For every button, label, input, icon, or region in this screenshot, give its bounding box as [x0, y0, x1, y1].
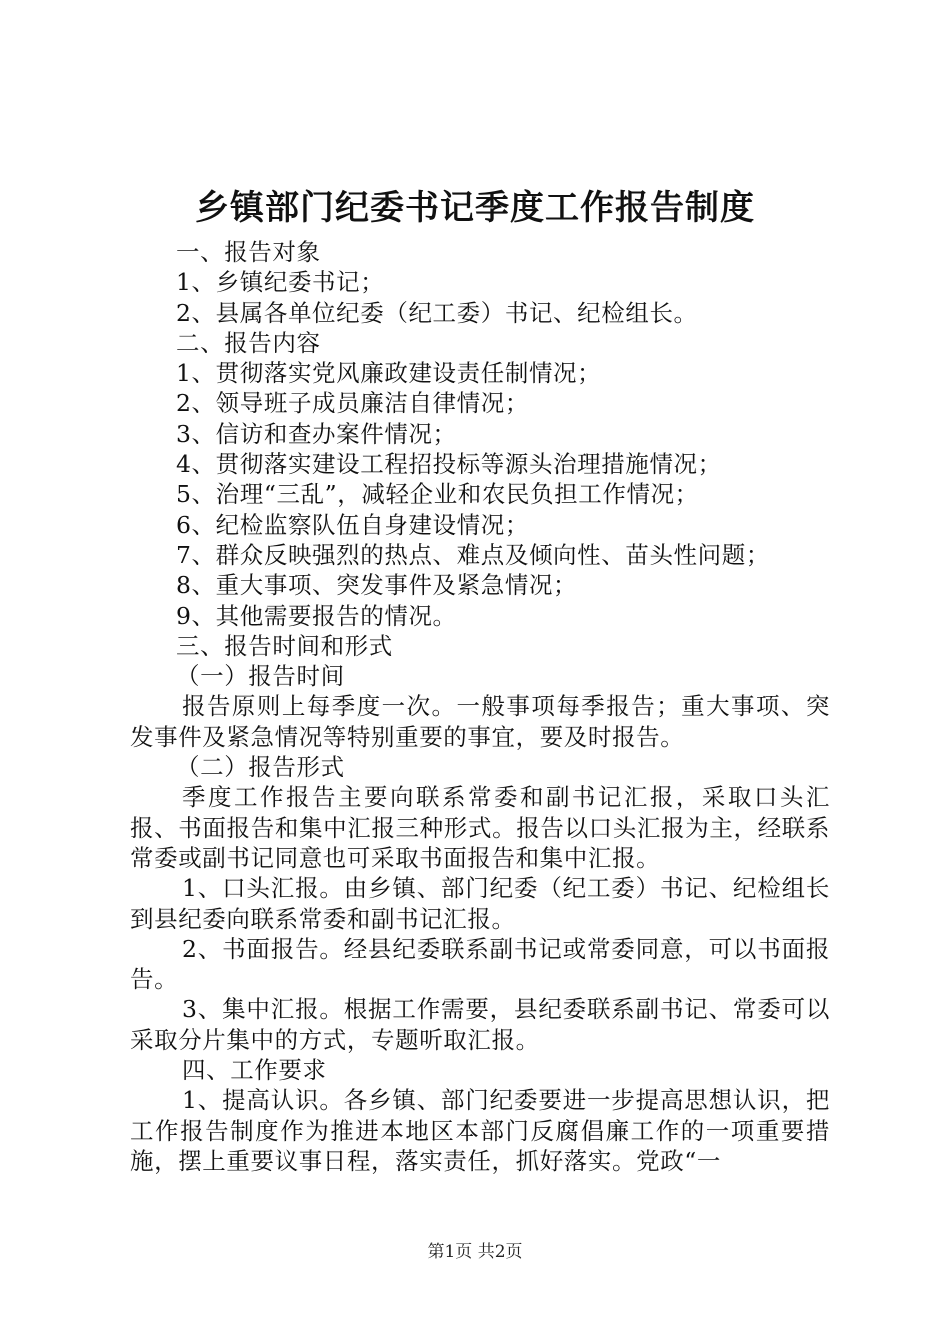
- paragraph-oral-report: 1、口头汇报。由乡镇、部门纪委（纪工委）书记、纪检组长到县纪委向联系常委和副书记汇报。: [130, 874, 830, 933]
- paragraph-report-form: 季度工作报告主要向联系常委和副书记汇报，采取口头汇报、书面报告和集中汇报三种形式。报告以口头汇报为主，经联系常委或副书记同意也可采取书面报告和集中汇报。: [130, 783, 830, 872]
- section-heading: 一、报告对象: [176, 238, 321, 266]
- paragraph-requirement-1: 1、提高认识。各乡镇、部门纪委要进一步提高思想认识，把工作报告制度作为推进本地区本部门反腐倡廉工作的一项重要措施，摆上重要议事日程，落实责任，抓好落实。党政“一: [130, 1086, 830, 1175]
- paragraph-written-report: 2、书面报告。经县纪委联系副书记或常委同意，可以书面报告。: [130, 934, 830, 994]
- list-item: 9、其他需要报告的情况。: [176, 601, 457, 630]
- subsection-heading: （二）报告形式: [176, 753, 345, 782]
- document-title: 乡镇部门纪委书记季度工作报告制度: [195, 188, 755, 228]
- list-item: 4、贯彻落实建设工程招投标等源头治理措施情况；: [176, 450, 722, 479]
- list-item: 2、领导班子成员廉洁自律情况；: [176, 389, 529, 418]
- list-item: 1、乡镇纪委书记；: [176, 268, 385, 297]
- page-number: 第1页 共2页: [427, 1242, 523, 1262]
- list-item: 8、重大事项、突发事件及紧急情况；: [176, 571, 578, 600]
- document-body: [130, 237, 830, 1176]
- list-item: 3、信访和查办案件情况；: [176, 419, 457, 448]
- list-item: 1、贯彻落实党风廉政建设责任制情况；: [176, 359, 602, 388]
- section-heading: 四、工作要求: [182, 1056, 327, 1085]
- list-item: 7、群众反映强烈的热点、难点及倾向性、苗头性问题；: [176, 540, 770, 569]
- section-heading: 二、报告内容: [176, 328, 321, 357]
- list-item: 5、治理“三乱”，减轻企业和农民负担工作情况；: [176, 480, 699, 509]
- subsection-heading: （一）报告时间: [176, 662, 345, 691]
- list-item: 2、县属各单位纪委（纪工委）书记、纪检组长。: [176, 298, 698, 327]
- paragraph-central-report: 3、集中汇报。根据工作需要，县纪委联系副书记、常委可以采取分片集中的方式，专题听取汇报。: [130, 995, 830, 1054]
- list-item: 6、纪检监察队伍自身建设情况；: [176, 510, 529, 539]
- section-heading: 三、报告时间和形式: [176, 631, 393, 660]
- paragraph-report-time: 报告原则上每季度一次。一般事项每季报告；重大事项、突发事件及紧急情况等特别重要的事宜，要及时报告。: [130, 692, 830, 751]
